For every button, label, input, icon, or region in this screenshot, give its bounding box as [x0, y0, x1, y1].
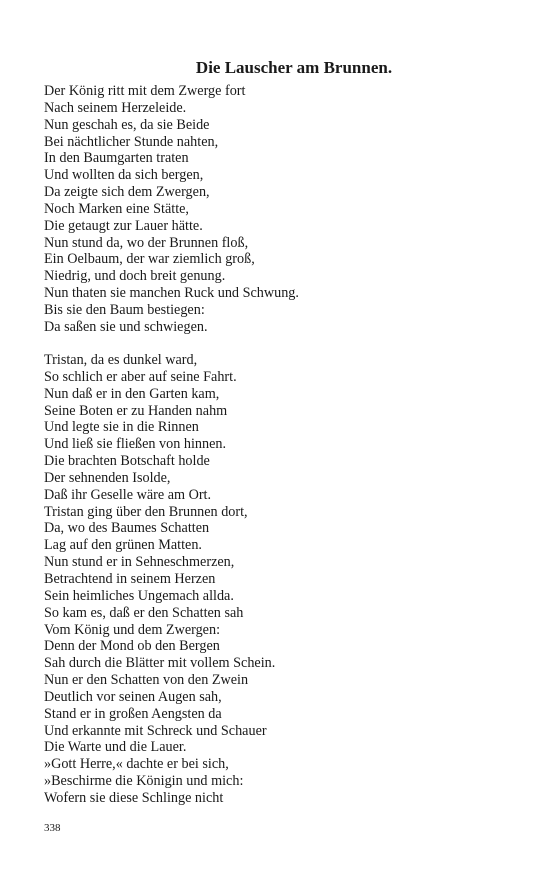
stanza-2 — [44, 352, 275, 807]
verse-line: Nun stund er in Sehneschmerzen, — [44, 554, 235, 571]
verse-line: Nun daß er in den Garten kam, — [44, 385, 220, 402]
poem-title: Die Lauscher am Brunnen. — [195, 58, 393, 77]
verse-line: So schlich er aber auf seine Fahrt. — [44, 368, 237, 385]
verse-line: Der sehnenden Isolde, — [44, 469, 171, 486]
verse-line: Deutlich vor seinen Augen sah, — [44, 688, 222, 705]
verse-line: Denn der Mond ob den Bergen — [44, 638, 220, 655]
stanza-1 — [44, 83, 299, 336]
verse-line: Nun thaten sie manchen Ruck und Schwung. — [44, 285, 299, 302]
verse-line: In den Baumgarten traten — [44, 150, 189, 167]
verse-line: Ein Oelbaum, der war ziemlich groß, — [44, 251, 255, 268]
verse-line: Und legte sie in die Rinnen — [44, 419, 199, 436]
verse-line: Die brachten Botschaft holde — [44, 453, 210, 470]
verse-line: Und erkannte mit Schreck und Schauer — [44, 722, 267, 739]
verse-line: Daß ihr Geselle wäre am Ort. — [44, 486, 212, 503]
verse-line: Bis sie den Baum bestiegen: — [44, 301, 205, 318]
verse-line: Betrachtend in seinem Herzen — [44, 570, 216, 587]
verse-line: »Beschirme die Königin und mich: — [44, 773, 244, 790]
verse-line: Die Warte und die Lauer. — [44, 739, 187, 756]
verse-line: Niedrig, und doch breit genung. — [44, 268, 226, 285]
verse-line: »Gott Herre,« dachte er bei sich, — [44, 756, 229, 773]
verse-line: Und wollten da sich bergen, — [44, 167, 204, 184]
verse-line: Der König ritt mit dem Zwerge fort — [44, 83, 246, 99]
verse-line: Da zeigte sich dem Zwergen, — [44, 184, 210, 201]
verse-line: Lag auf den grünen Matten. — [44, 537, 202, 554]
verse-line: Nun er den Schatten von den Zwein — [44, 672, 249, 689]
verse-line: Seine Boten er zu Handen nahm — [44, 402, 228, 419]
verse-line: Nun stund da, wo der Brunnen floß, — [44, 234, 249, 251]
verse-line: Da saßen sie und schwiegen. — [44, 318, 208, 335]
verse-line: Vom König und dem Zwergen: — [44, 621, 221, 638]
verse-line: Nun geschah es, da sie Beide — [44, 116, 210, 133]
verse-line: Tristan, da es dunkel ward, — [44, 352, 198, 368]
verse-line: Nach seinem Herzeleide. — [44, 99, 187, 116]
verse-line: Die getaugt zur Lauer hätte. — [44, 217, 203, 234]
verse-line: Und ließ sie fließen von hinnen. — [44, 436, 227, 453]
verse-line: Sah durch die Blätter mit vollem Schein. — [44, 655, 276, 672]
verse-line: So kam es, daß er den Schatten sah — [44, 604, 244, 621]
verse-line: Noch Marken eine Stätte, — [44, 200, 189, 217]
verse-line: Stand er in großen Aengsten da — [44, 705, 222, 722]
verse-line: Bei nächtlicher Stunde nahten, — [44, 133, 219, 150]
page-number: 338 — [44, 822, 61, 834]
verse-line: Wofern sie diese Schlinge nicht — [44, 789, 224, 806]
verse-line: Tristan ging über den Brunnen dort, — [44, 503, 248, 520]
verse-line: Sein heimliches Ungemach allda. — [44, 587, 234, 604]
verse-line: Da, wo des Baumes Schatten — [44, 520, 210, 537]
